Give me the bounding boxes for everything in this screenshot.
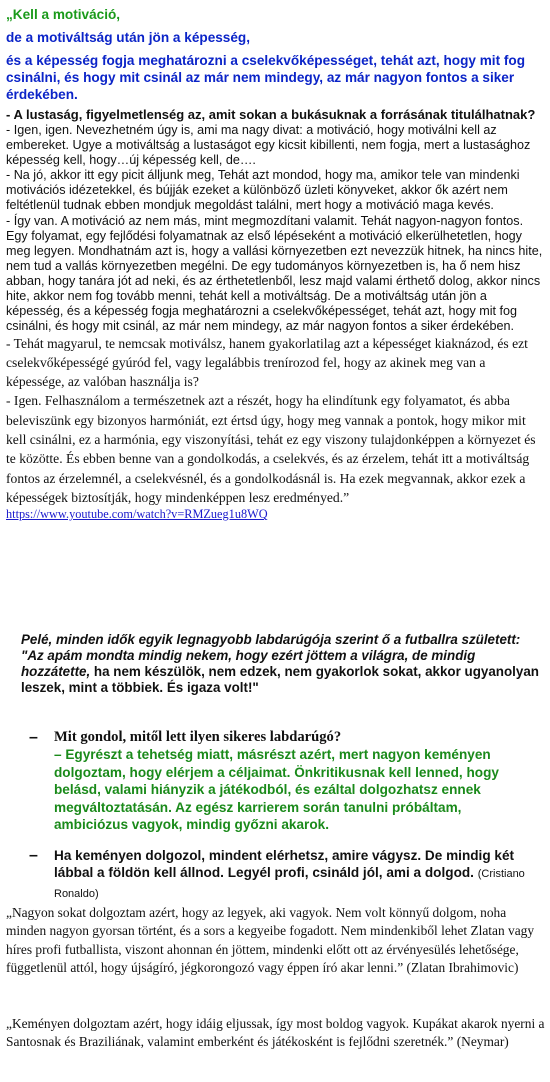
interview-answer-2: - Így van. A motiváció az nem más, mint megmozdítani valamit. Tehát nagyon-nagyon fontos. Egy folyamat, egy fejlődési folyamatnak az első lépéseként a motiváció elkerülhetetlen, hogy meg legyen. Mondhatnám azt is, hogy a vallási környezetben ezt nevezzük hitnek, ha nincs hite, nem tud a vallás környezetben megélni. De egy tudományos környezetben is, ha ő nem hisz abban, hogy tanára jót ad neki, és az érthetetlenből, lesz majd valami érthető dolog, akkor nincs hite, akkor nem fog tovább menni, tehát kell a motiváltság. De a motiváltság után jön a képesség, és a képesség fogja meghatározni a cselekvőképességet, tehát azt, hogy mit fog csinálni, és hogy mit csinál, az már nem mindegy, az már nagyon fontos a siker érdekében. — [6, 213, 543, 334]
neymar-quote — [6, 1015, 546, 1052]
youtube-link[interactable]: https://www.youtube.com/watch?v=RMZueg1u8WQ — [6, 507, 268, 522]
pele-quote-part-2: ha nem készülök, nem edzek, nem gyakorlok sokat, akkor ugyanolyan leszek, mint a többiek. És igaza volt!" — [21, 664, 539, 695]
ronaldo-attribution: (Cristiano Ronaldo) — [54, 868, 525, 900]
neymar-attribution: (Neymar) — [456, 1034, 509, 1050]
article — [6, 6, 546, 522]
pele-quote-part-1: "Az apám mondta mindig nekem, hogy ezért jöttem a világra, de mindig hozzátette, — [21, 648, 476, 679]
pele-quote — [21, 648, 541, 696]
capability-heading: és a képesség fogja meghatározni a cselekvőképességet, tehát azt, hogy mit fog csinálni, és hogy mit csinál az már nem mindegy, az már nagyon fontos a siker érdekében. — [6, 53, 526, 102]
interview-question-1: - A lustaság, figyelmetlenség az, amit sokan a bukásuknak a forrásának titulálhatnak? — [6, 107, 536, 122]
ronaldo-interview-item — [29, 729, 539, 834]
zlatan-quote — [6, 904, 546, 978]
dash-bullet: – — [29, 846, 38, 864]
ronaldo-quote-item — [29, 847, 539, 904]
interview-answer-1: - Igen, igen. Nevezhetném úgy is, ami ma nagy divat: a motiváció, hogy motiválni kell az embereket. Ugye a motiváltság a lustaságot egy kicsit kibillenti, nem fogja, mert a lustasághoz képesség kell, hogy…új képesség kell, de…. — [6, 123, 531, 168]
interview-answer-3: - Igen. Felhasználom a természetnek azt a részét, hogy ha elindítunk egy folyamatot, és abba beleviszünk egy bizonyos harmóniát, ezt értsd úgy, hogy meg vannak a pontok, hogy mikor mit kell csinálni, ez a harmónia, egy viszonyítási, tehát ez egy viszony tulajdonképpen a környezet és te közötte. És ebben benne van a gondolkodás, a cselekvés, és az érzelem, tehát itt a motiváltság fontos az érzelemnél, a cselekvésnél, és a gondolkodásnál is. Ha ezek megvannak, akkor ezek a képességek biztosítják, hogy mindenképpen lesz eredményed.” — [6, 393, 536, 505]
interview-question-2: - Na jó, akkor itt egy picit álljunk meg, Tehát azt mondod, hogy ma, amikor tele van mindenki motivációs idézetekkel, és bújják ezeket a különböző üzleti könyveket, akkor ők azért nem feltétlenül tudnak ebben mondjuk megoldást találni, mert hogy a motiváció maga kevés. — [6, 168, 520, 213]
ability-heading: de a motiváltság után jön a képesség, — [6, 30, 251, 45]
ronaldo-answer: – Egyrészt a tehetség miatt, másrészt azért, mert nagyon keményen dolgoztam, hogy elérjem a céljaimat. Önkritikusnak kell lenned, hogy belásd, valami hiányzik a játékodból, és ezáltal dolgozhatsz ennek megváltoztatásán. Az egész karrierem során tanulni próbáltam, ambiciózus vagyok, mindig győzni akarok. — [54, 747, 499, 832]
zlatan-attribution: (Zlatan Ibrahimovic) — [406, 960, 519, 976]
pele-section — [21, 632, 541, 696]
ronaldo-quote — [54, 847, 539, 904]
interview-question-3: - Tehát magyarul, te nemcsak motiválsz, hanem gyakorlatilag azt a képességet kiaknázod, és ezt cselekvőképességé gyúród fel, vagy legalábbis trenírozod fel, hogy az akinek meg van a képessége, az valóban használja is? — [6, 336, 528, 390]
dash-bullet: – — [29, 729, 38, 746]
ronaldo-section — [29, 729, 539, 903]
pele-intro: Pelé, minden idők egyik legnagyobb labdarúgója szerint ő a futballra született: — [21, 632, 521, 647]
zlatan-quote-text: „Nagyon sokat dolgoztam azért, hogy az legyek, aki vagyok. Nem volt könnyű dolgom, noha minden nagyon gyorsan történt, és a sors a kegyeibe fogadott. Nem mindenkiből lehet Zlatan vagy híres profi futballista, viszont ahonnan én jöttem, mindenki előtt ott az érvényesülés lehetősége, függetlenül attól, hogy újságíró, jégkorongozó vagy éppen író akar lenni.” — [6, 905, 535, 976]
ronaldo-quote-text: Ha keményen dolgozol, mindent elérhetsz, amire vágysz. De mindig két lábbal a földön kell állnod. Legyél profi, csináld jól, ami a dolgod. — [54, 847, 515, 880]
neymar-quote-text: „Keményen dolgoztam azért, hogy idáig eljussak, így most boldog vagyok. Kupákat akarok nyerni a Santosnak és Braziliának, valamint emberként és játékosként is fejlődni szeretnék.” — [6, 1016, 545, 1050]
motivation-heading: „Kell a motiváció, — [6, 7, 121, 22]
ronaldo-question: Mit gondol, mitől lett ilyen sikeres labdarúgó? — [54, 729, 342, 745]
